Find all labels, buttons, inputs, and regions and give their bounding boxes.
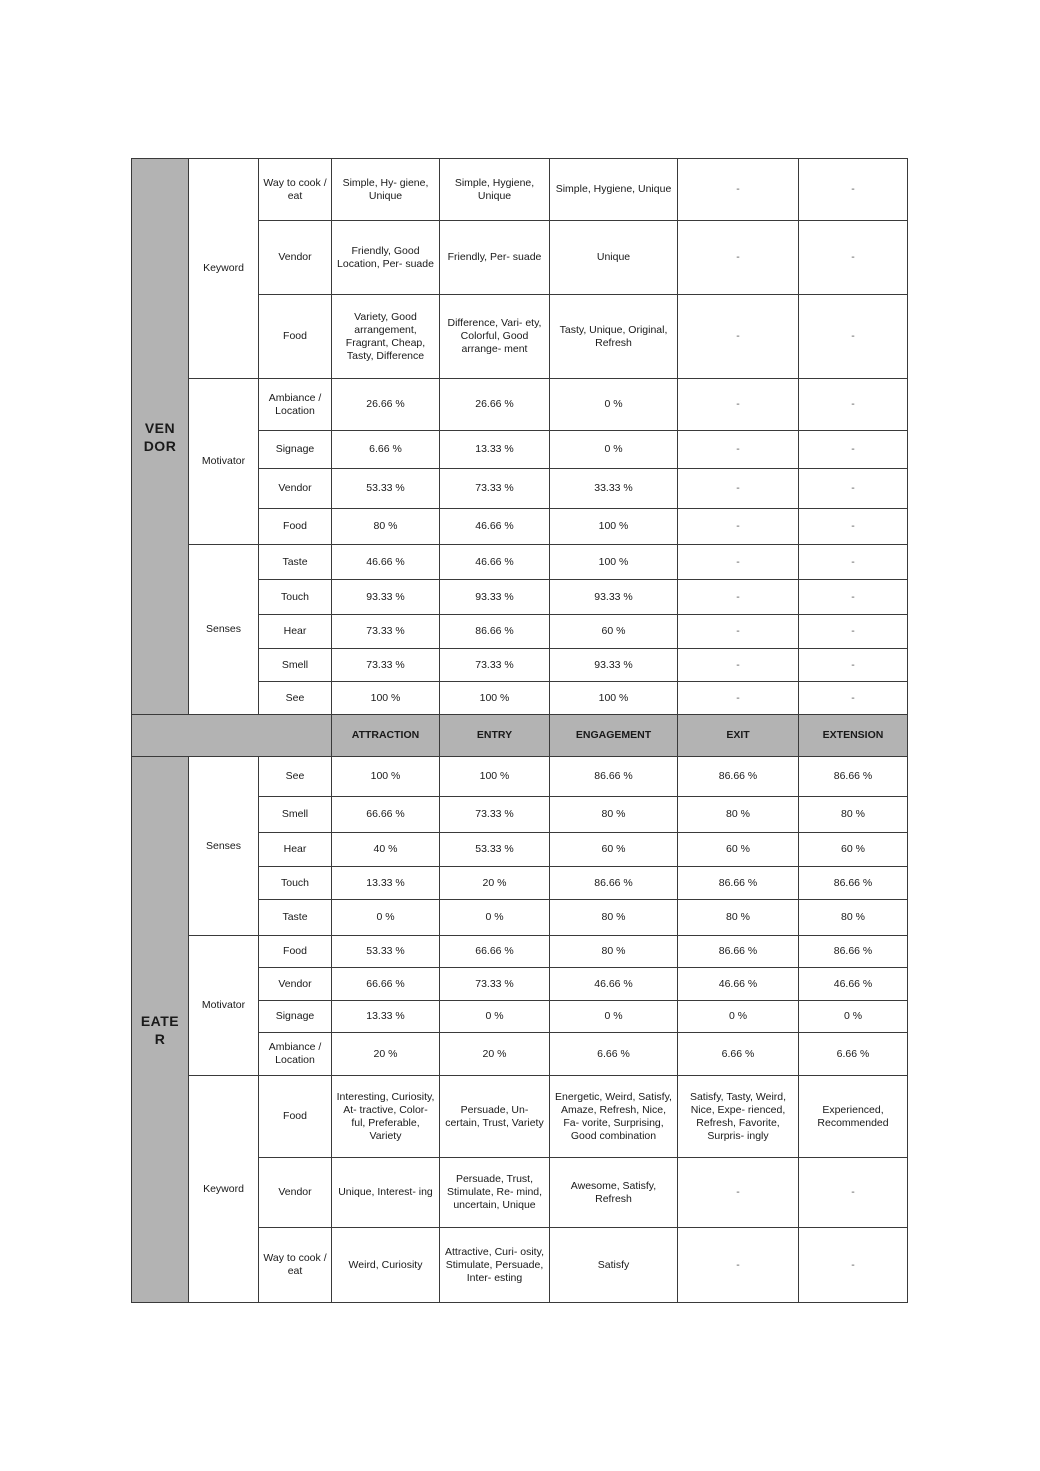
value-cell: 86.66 % — [799, 757, 908, 797]
table-row — [132, 379, 908, 431]
value-cell: 100 % — [550, 509, 678, 545]
value-cell: Tasty, Unique, Original, Refresh — [550, 295, 678, 379]
value-cell: 46.66 % — [799, 968, 908, 1001]
value-cell: Difference, Vari- ety, Colorful, Good arrange- ment — [440, 295, 550, 379]
value-cell: 60 % — [550, 615, 678, 649]
value-cell: 40 % — [332, 833, 440, 867]
stage-header-attraction: ATTRACTION — [332, 715, 440, 757]
value-cell: 100 % — [440, 682, 550, 715]
stage-header-entry: ENTRY — [440, 715, 550, 757]
value-cell: - — [799, 509, 908, 545]
value-cell: Unique — [550, 221, 678, 295]
value-cell: - — [799, 295, 908, 379]
value-cell: 13.33 % — [332, 867, 440, 900]
row-label: Food — [259, 509, 332, 545]
value-cell: - — [799, 159, 908, 221]
value-cell: 0 % — [550, 1001, 678, 1033]
value-cell: 93.33 % — [550, 649, 678, 682]
vendor-section-label: VEN DOR — [132, 159, 189, 715]
value-cell: - — [678, 615, 799, 649]
table-row — [132, 545, 908, 580]
value-cell: - — [678, 1228, 799, 1303]
value-cell: - — [799, 1228, 908, 1303]
value-cell: 0 % — [799, 1001, 908, 1033]
value-cell: 66.66 % — [440, 936, 550, 968]
row-label: Food — [259, 936, 332, 968]
value-cell: Persuade, Trust, Stimulate, Re- mind, uncertain, Unique — [440, 1158, 550, 1228]
value-cell: 0 % — [332, 900, 440, 936]
row-label: Taste — [259, 545, 332, 580]
value-cell: 86.66 % — [440, 615, 550, 649]
value-cell: Simple, Hy- giene, Unique — [332, 159, 440, 221]
value-cell: 66.66 % — [332, 797, 440, 833]
eater-group-motivator: Motivator — [189, 936, 259, 1076]
value-cell: 6.66 % — [678, 1033, 799, 1076]
value-cell: - — [799, 469, 908, 509]
value-cell: - — [678, 545, 799, 580]
value-cell: 20 % — [440, 1033, 550, 1076]
value-cell: - — [678, 509, 799, 545]
value-cell: - — [799, 580, 908, 615]
value-cell: 80 % — [550, 936, 678, 968]
row-label: Touch — [259, 867, 332, 900]
value-cell: Unique, Interest- ing — [332, 1158, 440, 1228]
value-cell: 80 % — [799, 900, 908, 936]
value-cell: 6.66 % — [332, 431, 440, 469]
value-cell: 33.33 % — [550, 469, 678, 509]
value-cell: 53.33 % — [332, 936, 440, 968]
value-cell: - — [678, 379, 799, 431]
value-cell: - — [678, 580, 799, 615]
value-cell: - — [799, 221, 908, 295]
stage-header-extension: EXTENSION — [799, 715, 908, 757]
eater-group-keyword: Keyword — [189, 1076, 259, 1303]
value-cell: Energetic, Weird, Satisfy, Amaze, Refresh, Nice, Fa- vorite, Surprising, Good combination — [550, 1076, 678, 1158]
value-cell: 0 % — [440, 1001, 550, 1033]
table-row — [132, 936, 908, 968]
value-cell: - — [678, 1158, 799, 1228]
value-cell: Satisfy, Tasty, Weird, Nice, Expe- rienced, Refresh, Favorite, Surpris- ingly — [678, 1076, 799, 1158]
value-cell: 86.66 % — [550, 867, 678, 900]
value-cell: 66.66 % — [332, 968, 440, 1001]
row-label: Hear — [259, 615, 332, 649]
value-cell: 86.66 % — [678, 757, 799, 797]
row-label: Food — [259, 1076, 332, 1158]
vendor-group-keyword: Keyword — [189, 159, 259, 379]
eater-group-senses: Senses — [189, 757, 259, 936]
vendor-group-motivator: Motivator — [189, 379, 259, 545]
value-cell: 46.66 % — [550, 968, 678, 1001]
value-cell: 86.66 % — [678, 936, 799, 968]
value-cell: 20 % — [332, 1033, 440, 1076]
value-cell: 93.33 % — [440, 580, 550, 615]
value-cell: Satisfy — [550, 1228, 678, 1303]
row-label: Way to cook / eat — [259, 159, 332, 221]
value-cell: - — [799, 379, 908, 431]
value-cell: 46.66 % — [678, 968, 799, 1001]
value-cell: 46.66 % — [440, 545, 550, 580]
value-cell: 60 % — [550, 833, 678, 867]
row-label: Taste — [259, 900, 332, 936]
row-label: Food — [259, 295, 332, 379]
value-cell: 93.33 % — [332, 580, 440, 615]
header-spacer — [259, 715, 332, 757]
row-label: Ambiance / Location — [259, 1033, 332, 1076]
value-cell: - — [799, 431, 908, 469]
row-label: See — [259, 757, 332, 797]
row-label: Touch — [259, 580, 332, 615]
value-cell: 46.66 % — [440, 509, 550, 545]
row-label: See — [259, 682, 332, 715]
stage-header-row — [132, 715, 908, 757]
value-cell: 46.66 % — [332, 545, 440, 580]
stage-header-engagement: ENGAGEMENT — [550, 715, 678, 757]
value-cell: 53.33 % — [440, 833, 550, 867]
value-cell: - — [799, 682, 908, 715]
header-spacer — [132, 715, 259, 757]
value-cell: 73.33 % — [440, 649, 550, 682]
value-cell: 0 % — [550, 431, 678, 469]
value-cell: - — [678, 682, 799, 715]
value-cell: 80 % — [550, 900, 678, 936]
value-cell: 13.33 % — [440, 431, 550, 469]
value-cell: 73.33 % — [440, 469, 550, 509]
table-row — [132, 1076, 908, 1158]
value-cell: Persuade, Un- certain, Trust, Variety — [440, 1076, 550, 1158]
table-row — [132, 757, 908, 797]
row-label: Hear — [259, 833, 332, 867]
table-body — [132, 159, 908, 1303]
value-cell: 86.66 % — [678, 867, 799, 900]
value-cell: Experienced, Recommended — [799, 1076, 908, 1158]
value-cell: Simple, Hygiene, Unique — [550, 159, 678, 221]
value-cell: - — [678, 221, 799, 295]
value-cell: Friendly, Good Location, Per- suade — [332, 221, 440, 295]
value-cell: Interesting, Curiosity, At- tractive, Color- ful, Preferable, Variety — [332, 1076, 440, 1158]
row-label: Smell — [259, 649, 332, 682]
value-cell: Friendly, Per- suade — [440, 221, 550, 295]
table-row — [132, 159, 908, 221]
value-cell: - — [799, 1158, 908, 1228]
value-cell: Attractive, Curi- osity, Stimulate, Persuade, Inter- esting — [440, 1228, 550, 1303]
value-cell: 100 % — [332, 757, 440, 797]
value-cell: 80 % — [332, 509, 440, 545]
value-cell: 93.33 % — [550, 580, 678, 615]
value-cell: 6.66 % — [799, 1033, 908, 1076]
value-cell: 60 % — [799, 833, 908, 867]
row-label: Way to cook / eat — [259, 1228, 332, 1303]
value-cell: 60 % — [678, 833, 799, 867]
value-cell: - — [799, 649, 908, 682]
value-cell: 86.66 % — [550, 757, 678, 797]
value-cell: 20 % — [440, 867, 550, 900]
row-label: Smell — [259, 797, 332, 833]
value-cell: 100 % — [550, 545, 678, 580]
value-cell: 80 % — [678, 797, 799, 833]
value-cell: 73.33 % — [332, 649, 440, 682]
value-cell: 100 % — [332, 682, 440, 715]
row-label: Vendor — [259, 968, 332, 1001]
row-label: Signage — [259, 431, 332, 469]
value-cell: - — [678, 159, 799, 221]
row-label: Ambiance / Location — [259, 379, 332, 431]
value-cell: 6.66 % — [550, 1033, 678, 1076]
vendor-group-senses: Senses — [189, 545, 259, 715]
value-cell: 100 % — [550, 682, 678, 715]
row-label: Signage — [259, 1001, 332, 1033]
value-cell: 86.66 % — [799, 867, 908, 900]
value-cell: Variety, Good arrangement, Fragrant, Cheap, Tasty, Difference — [332, 295, 440, 379]
value-cell: 80 % — [550, 797, 678, 833]
value-cell: 86.66 % — [799, 936, 908, 968]
row-label: Vendor — [259, 1158, 332, 1228]
value-cell: Weird, Curiosity — [332, 1228, 440, 1303]
value-cell: 73.33 % — [440, 968, 550, 1001]
value-cell: - — [678, 295, 799, 379]
row-label: Vendor — [259, 221, 332, 295]
value-cell: 73.33 % — [332, 615, 440, 649]
row-label: Vendor — [259, 469, 332, 509]
value-cell: 80 % — [678, 900, 799, 936]
value-cell: 26.66 % — [332, 379, 440, 431]
value-cell: 0 % — [678, 1001, 799, 1033]
value-cell: - — [678, 649, 799, 682]
value-cell: 26.66 % — [440, 379, 550, 431]
value-cell: 0 % — [550, 379, 678, 431]
value-cell: 13.33 % — [332, 1001, 440, 1033]
stage-header-exit: EXIT — [678, 715, 799, 757]
value-cell: Simple, Hygiene, Unique — [440, 159, 550, 221]
value-cell: - — [799, 615, 908, 649]
value-cell: Awesome, Satisfy, Refresh — [550, 1158, 678, 1228]
eater-section-label: EATE R — [132, 757, 189, 1303]
value-cell: 73.33 % — [440, 797, 550, 833]
value-cell: 53.33 % — [332, 469, 440, 509]
value-cell: - — [799, 545, 908, 580]
value-cell: 100 % — [440, 757, 550, 797]
value-cell: - — [678, 469, 799, 509]
value-cell: 0 % — [440, 900, 550, 936]
value-cell: - — [678, 431, 799, 469]
value-cell: 80 % — [799, 797, 908, 833]
customer-journey-table — [131, 158, 908, 1303]
